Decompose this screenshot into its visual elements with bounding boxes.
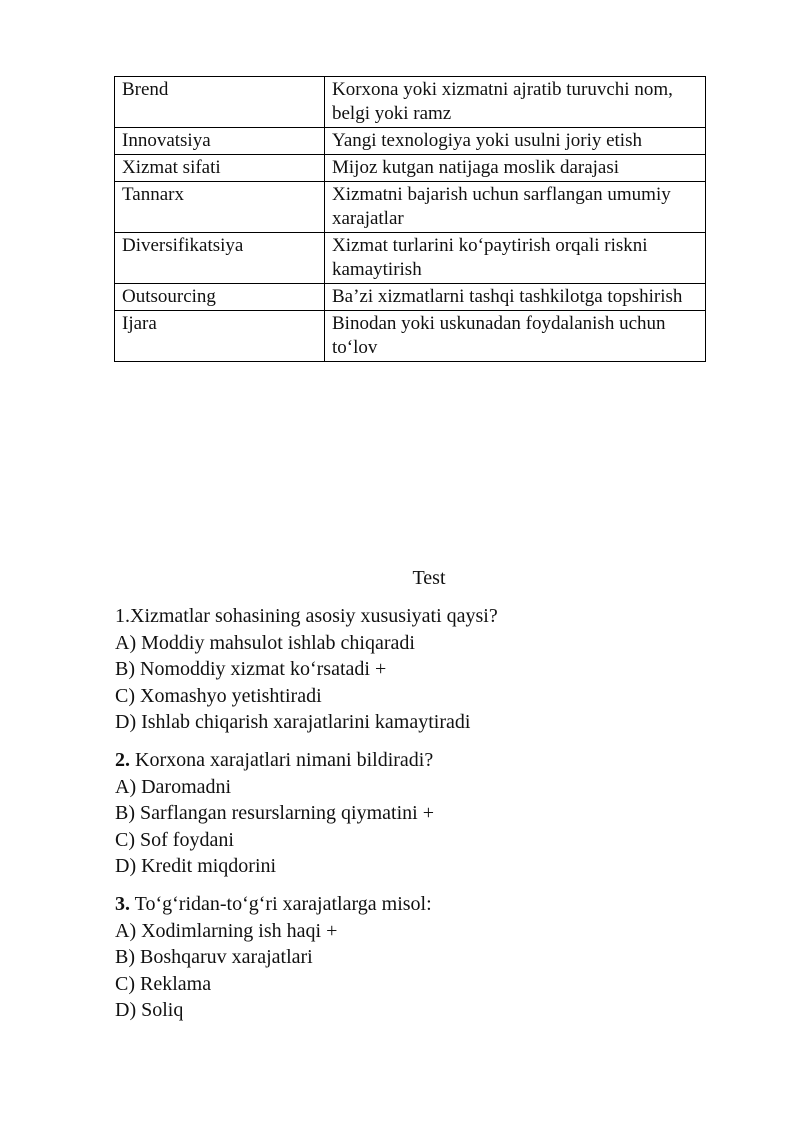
question-number: 2. <box>115 748 130 771</box>
definition-cell: Binodan yoki uskunadan foydalanish uchun toʻlov <box>325 311 706 362</box>
test-heading: Test <box>412 567 446 589</box>
question-prompt: Korxona xarajatlari nimani bildiradi? <box>130 748 434 771</box>
table-row <box>115 182 706 233</box>
glossary-table <box>114 76 706 362</box>
answer-option: D) Kredit miqdorini <box>115 855 277 878</box>
test-questions <box>115 603 735 1035</box>
answer-option: B) Nomoddiy xizmat koʻrsatadi + <box>115 658 387 681</box>
term-cell: Ijara <box>115 311 325 362</box>
question-3 <box>115 891 735 1024</box>
answer-option: D) Ishlab chiqarish xarajatlarini kamaytiradi <box>115 711 471 734</box>
definition-cell: Korxona yoki xizmatni ajratib turuvchi nom, belgi yoki ramz <box>325 77 706 128</box>
question-text <box>115 603 735 630</box>
term-cell: Innovatsiya <box>115 128 325 155</box>
definition-cell: Xizmatni bajarish uchun sarflangan umumiy xarajatlar <box>325 182 706 233</box>
answer-option: B) Sarflangan resurslarning qiymatini + <box>115 802 434 825</box>
question-text <box>115 891 735 918</box>
answer-option: B) Boshqaruv xarajatlari <box>115 946 313 969</box>
table-row <box>115 155 706 182</box>
answer-option: C) Xomashyo yetishtiradi <box>115 684 322 707</box>
question-2 <box>115 747 735 880</box>
table-row <box>115 311 706 362</box>
table-row <box>115 128 706 155</box>
table-row <box>115 77 706 128</box>
question-prompt: Xizmatlar sohasining asosiy xususiyati qaysi? <box>130 605 498 627</box>
answer-option: C) Reklama <box>115 972 212 995</box>
definition-cell: Yangi texnologiya yoki usulni joriy etish <box>325 128 706 155</box>
definition-cell: Baʼzi xizmatlarni tashqi tashkilotga topshirish <box>325 284 706 311</box>
definition-cell: Mijoz kutgan natijaga moslik darajasi <box>325 155 706 182</box>
term-cell: Tannarx <box>115 182 325 233</box>
answer-option: A) Xodimlarning ish haqi + <box>115 919 338 942</box>
definition-cell: Xizmat turlarini koʻpaytirish orqali riskni kamaytirish <box>325 233 706 284</box>
term-cell: Outsourcing <box>115 284 325 311</box>
answer-option: A) Moddiy mahsulot ishlab chiqaradi <box>115 631 415 654</box>
question-prompt: Toʻgʻridan-toʻgʻri xarajatlarga misol: <box>130 892 432 915</box>
question-text <box>115 747 735 774</box>
question-number: 3. <box>115 892 130 915</box>
table-row <box>115 284 706 311</box>
term-cell: Brend <box>115 77 325 128</box>
answer-option: D) Soliq <box>115 999 184 1022</box>
term-cell: Diversifikatsiya <box>115 233 325 284</box>
answer-option: C) Sof foydani <box>115 828 234 851</box>
question-1 <box>115 603 735 736</box>
term-cell: Xizmat sifati <box>115 155 325 182</box>
table-row <box>115 233 706 284</box>
question-number: 1. <box>115 605 130 627</box>
answer-option: A) Daromadni <box>115 775 232 798</box>
